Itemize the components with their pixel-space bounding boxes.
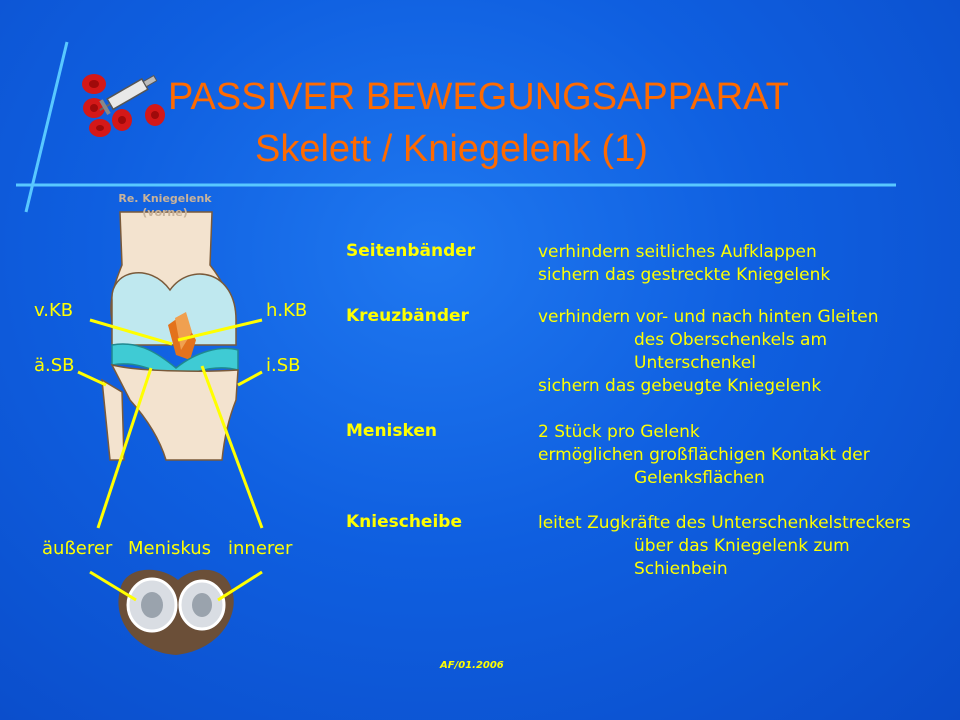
pointer-i-sb: [238, 372, 262, 385]
label-inner: innerer: [228, 538, 293, 559]
desc-line: Schienbein: [634, 559, 728, 579]
label-a-sb: ä.SB: [34, 355, 75, 376]
desc-line: leitet Zugkräfte des Unterschenkelstreckers: [538, 513, 911, 533]
term-kreuzbaender: Kreuzbänder: [346, 306, 469, 326]
label-h-kb: h.KB: [266, 300, 308, 321]
knee-caption-line2: (vorne): [142, 206, 188, 219]
term-seitenbaender: Seitenbänder: [346, 241, 476, 261]
desc-line: sichern das gebeugte Kniegelenk: [538, 376, 822, 396]
pointer-a-sb: [78, 372, 106, 385]
desc-line: verhindern seitliches Aufklappen: [538, 242, 817, 262]
term-menisken: Menisken: [346, 421, 437, 441]
desc-kreuzbaender: [538, 306, 879, 398]
desc-line: sichern das gestreckte Kniegelenk: [538, 265, 831, 285]
desc-line: ermöglichen großflächigen Kontakt der: [538, 445, 870, 465]
knee-illustration: [102, 212, 238, 460]
knee-caption-line1: Re. Kniegelenk: [118, 192, 212, 205]
desc-kniescheibe: [538, 512, 911, 581]
page-title: PASSIVER BEWEGUNGSAPPARAT: [168, 76, 789, 118]
meniscus-top-view: [118, 570, 233, 655]
knee-caption: [100, 192, 230, 220]
desc-line: über das Kniegelenk zum: [634, 536, 850, 556]
desc-line: Gelenksflächen: [634, 468, 765, 488]
footer-code: AF/01.2006: [440, 660, 504, 671]
desc-line: verhindern vor- und nach hinten Gleiten: [538, 307, 879, 327]
page-subtitle: Skelett / Kniegelenk (1): [255, 128, 648, 170]
label-outer: äußerer: [42, 538, 113, 559]
label-v-kb: v.KB: [34, 300, 74, 321]
desc-menisken: [538, 421, 870, 490]
term-kniescheibe: Kniescheibe: [346, 512, 462, 532]
desc-line: 2 Stück pro Gelenk: [538, 422, 700, 442]
desc-line: des Oberschenkels am: [634, 330, 828, 350]
label-meniscus: Meniskus: [128, 538, 212, 559]
desc-seitenbaender: [538, 241, 830, 287]
desc-line: Unterschenkel: [634, 353, 756, 373]
label-i-sb: i.SB: [266, 355, 301, 376]
